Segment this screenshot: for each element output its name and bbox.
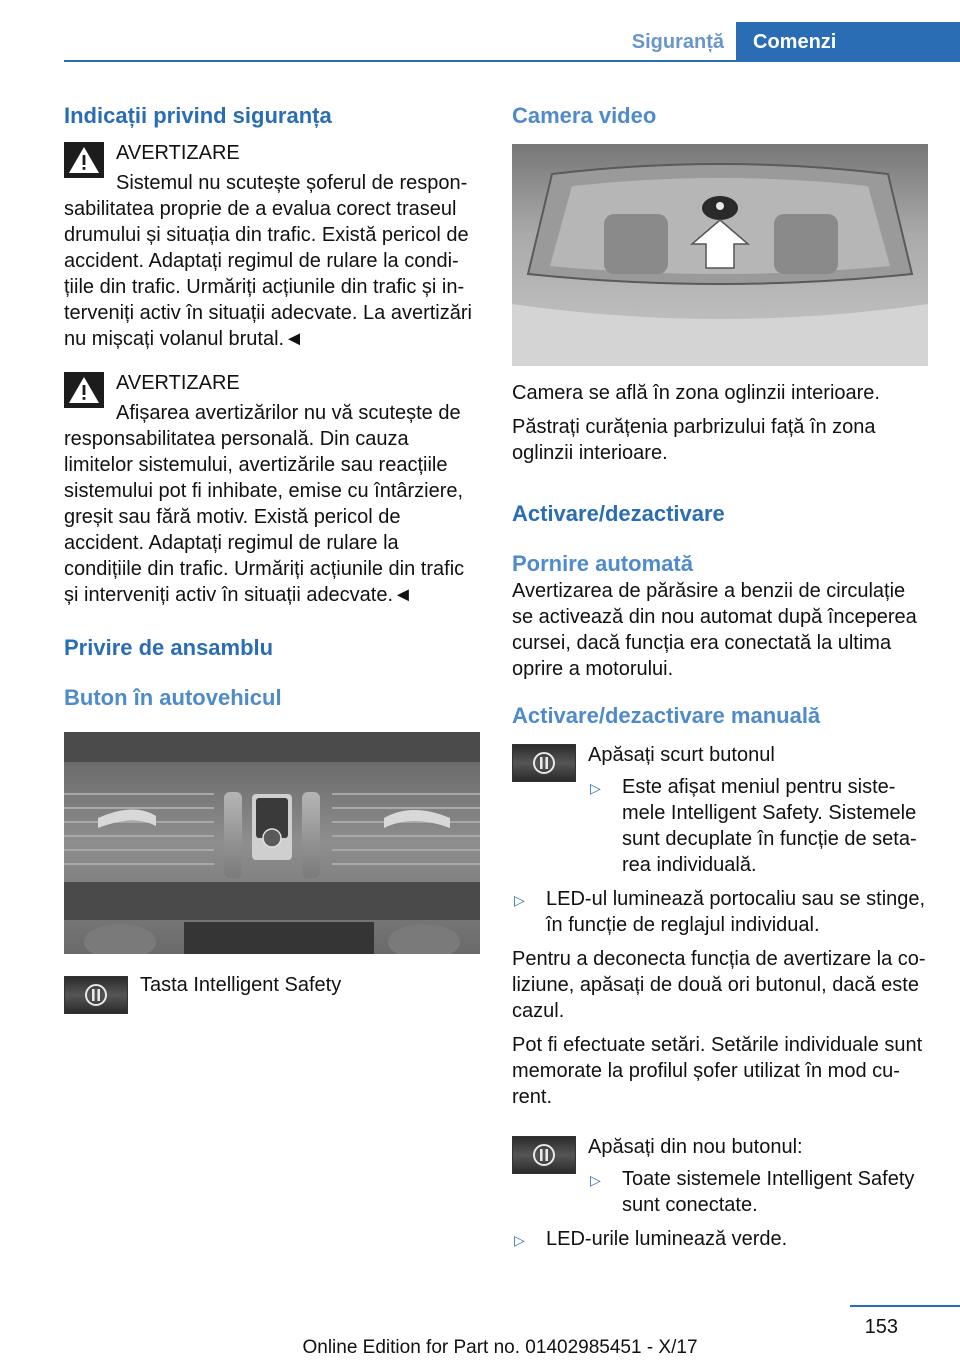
list-item — [512, 1226, 928, 1252]
press-again-bullets — [588, 1166, 928, 1218]
deactivate-text: Pentru a deconecta funcția de avertizare la coliziune, apăsați de două ori butonul, dacă este cazul. — [512, 948, 926, 1022]
bullet-1-text: Este afișat meniul pentru sistemele Intelligent Safety. Sistemele sunt decuplate în funcție de setarea individuală. — [622, 776, 917, 876]
right-column — [512, 102, 928, 1252]
settings-text: Pot fi efectuate setări. Setările individuale sunt memorate la profilul șofer utilizat în mod curent. — [512, 1034, 923, 1108]
warning-2-heading: AVERTIZARE — [116, 372, 240, 394]
manual-subtitle: Activare/dezactivare manuală — [512, 703, 821, 728]
camera-clean-text: Păstrați curățenia parbrizului față în zona oglinzii interioare. — [512, 416, 876, 464]
header-divider — [64, 60, 960, 62]
footer-divider — [850, 1305, 960, 1307]
triangle-bullet-icon: ▷ — [590, 1172, 601, 1188]
left-column — [64, 102, 481, 1014]
camera-location-text: Camera se află în zona oglinzii interioare. — [512, 382, 880, 404]
green-led-bullets — [512, 1226, 928, 1252]
press-short-row — [512, 742, 928, 878]
page-number: 153 — [864, 1316, 898, 1338]
warning-block-1 — [64, 140, 481, 352]
triangle-bullet-icon: ▷ — [514, 892, 525, 908]
camera-title: Camera video — [512, 103, 657, 128]
list-item — [588, 774, 928, 878]
intelligent-safety-button-icon — [512, 744, 576, 782]
press-short-bullets — [588, 774, 928, 878]
header-section-label: Siguranță — [631, 31, 724, 53]
intelligent-safety-button-icon — [64, 976, 128, 1014]
warning-1-heading: AVERTIZARE — [116, 142, 240, 164]
auto-start-text: Avertizarea de părăsire a benzii de circulație se activează din nou automat după începerea cursei, dacă funcția era conectată la ultima oprire a motorului. — [512, 580, 917, 680]
intelligent-safety-key-row — [64, 972, 481, 1014]
intelligent-safety-button-icon — [512, 1136, 576, 1174]
safety-title: Indicații privind siguranța — [64, 103, 332, 128]
auto-start-subtitle: Pornire automată — [512, 551, 693, 576]
key-caption: Tasta Intelligent Safety — [140, 974, 342, 996]
camera-photo — [512, 144, 928, 366]
warning-1-text: Sistemul nu scutește șoferul de responsabilitatea proprie de a evalua corect traseul drumului și situația din trafic. Există pericol de accident. Adaptați regimul de rulare la condițiile din trafic. Urmăriți acțiunile din trafic și interveniți activ în situații adecvate. La avertizări nu mișcați volanul brutal.◄ — [64, 172, 472, 350]
press-again-text: Apăsați din nou butonul: — [588, 1136, 803, 1158]
press-again-row — [512, 1134, 928, 1218]
list-item — [588, 1166, 928, 1218]
bullet-3-text: Toate sistemele Intelligent Safety sunt conectate. — [622, 1168, 915, 1216]
bullet-4-text: LED-urile luminează verde. — [546, 1228, 788, 1250]
warning-block-2 — [64, 370, 481, 608]
triangle-bullet-icon: ▷ — [590, 780, 601, 796]
led-bullets — [512, 886, 928, 938]
warning-triangle-icon — [64, 372, 104, 408]
activation-title: Activare/dezactivare — [512, 501, 725, 526]
warning-triangle-icon — [64, 142, 104, 178]
bullet-2-text: LED-ul luminează portocaliu sau se stinge, în funcție de reglajul individual. — [546, 888, 926, 936]
list-item — [512, 886, 928, 938]
edition-note: Online Edition for Part no. 01402985451 - X/17 — [302, 1337, 698, 1358]
triangle-bullet-icon: ▷ — [514, 1232, 525, 1248]
header-tab-label: Comenzi — [736, 22, 960, 62]
warning-2-text: Afișarea avertizărilor nu vă scutește de responsabilitatea personală. Din cauza limitelor sistemului, avertizările sau reacțiile sistemului pot fi inhibate, emise cu întârziere, greșit sau fără motiv. Există pericol de accident. Adaptați regimul de rulare la condițiile din trafic. Urmăriți acțiunile din trafic și interveniți activ în situații adecvate.◄ — [64, 402, 465, 606]
button-subtitle: Buton în autovehicul — [64, 685, 282, 710]
press-short-text: Apăsați scurt butonul — [588, 744, 775, 766]
dashboard-button-photo — [64, 732, 480, 954]
overview-title: Privire de ansamblu — [64, 635, 274, 660]
